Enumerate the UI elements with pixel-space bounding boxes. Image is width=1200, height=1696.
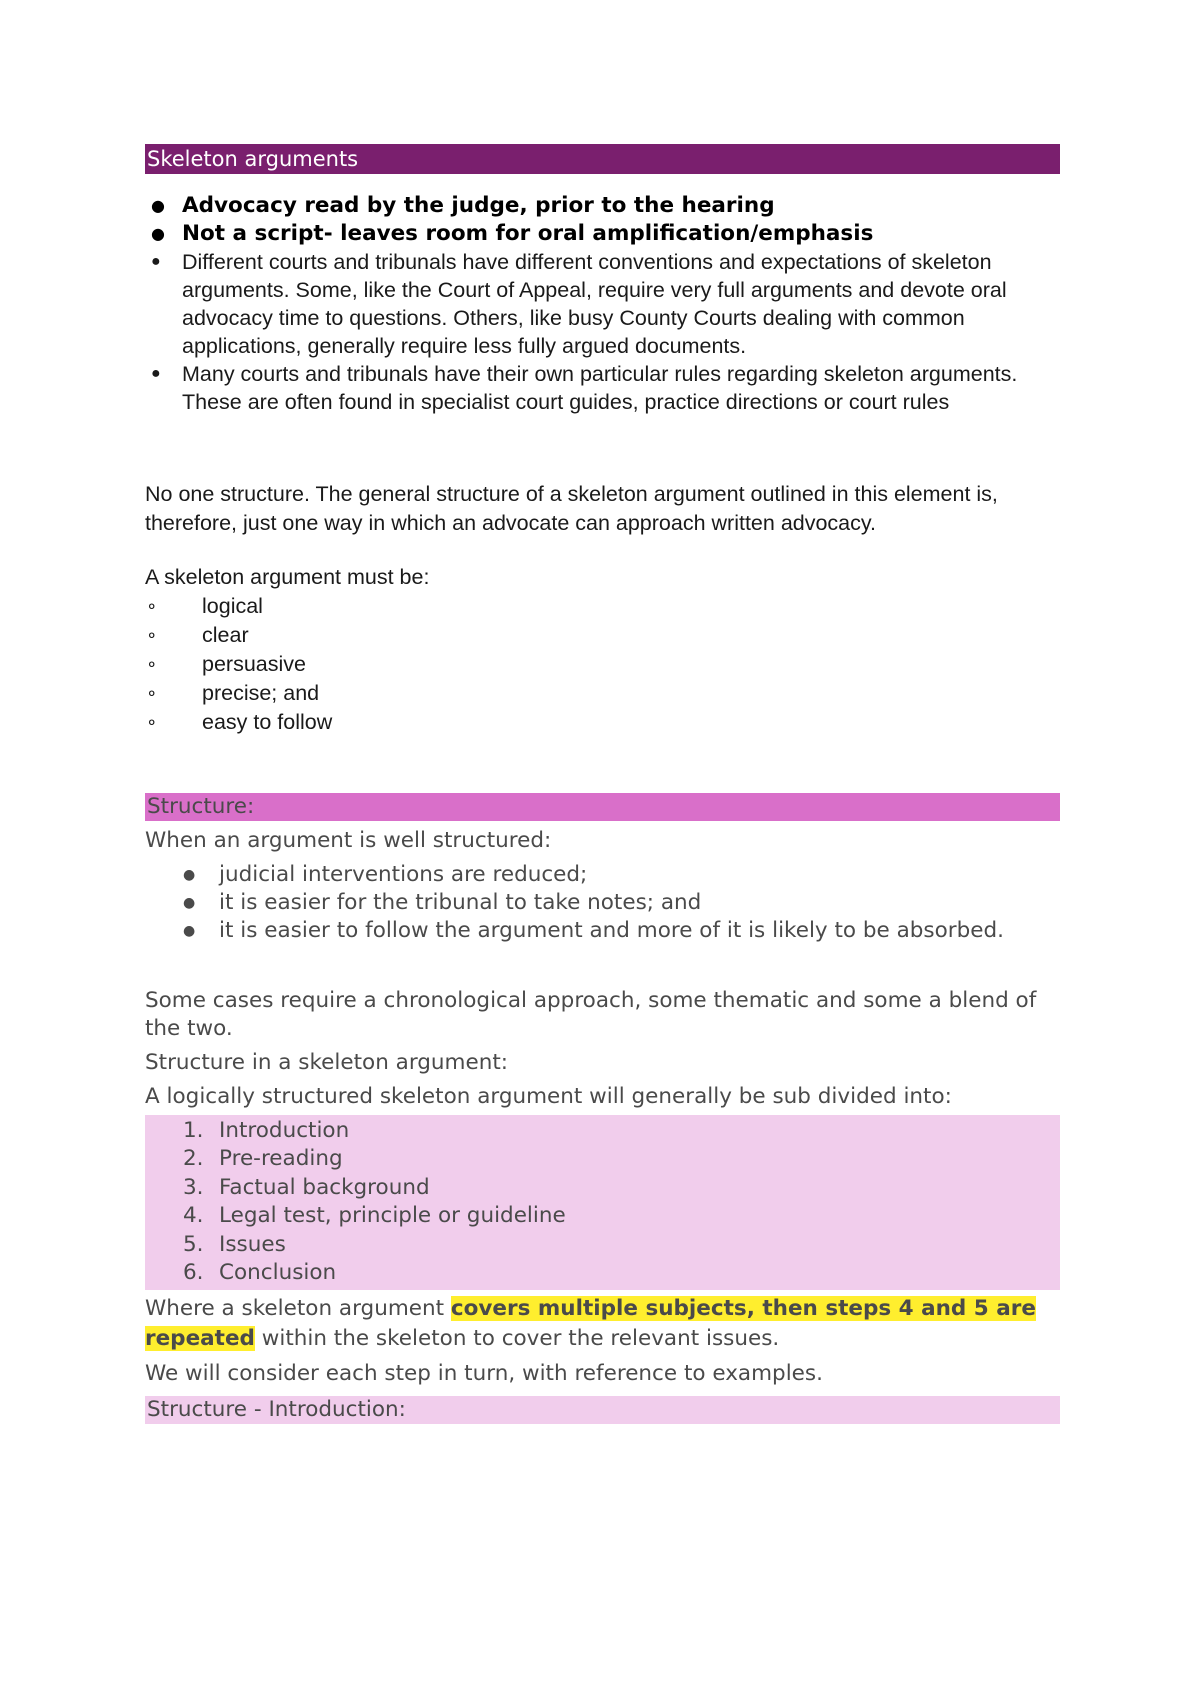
bullet-icon: ● [151,253,161,270]
key-points-list [145,192,1060,416]
list-item: ● Different courts and tribunals have different conventions and expectations of skeleton arguments. Some, like the Court of Appeal, require very full arguments and devote oral advocacy time to questions. Others, like busy County Courts dealing with common applications, generally require less fully argued documents. [151,250,1007,358]
list-item: ● judicial interventions are reduced; [183,861,588,887]
must-be-intro: A skeleton argument must be: [145,565,430,589]
well-structured-intro: When an argument is well structured: [145,827,552,853]
circle-bullet-icon: ⚬ [145,656,159,674]
list-item: 1. Introduction [183,1117,350,1143]
section-heading-structure-introduction: Structure - Introduction: [145,1396,1060,1424]
circle-bullet-icon: ⚬ [145,627,159,645]
bullet-icon: ● [183,894,196,911]
list-item: ⚬ clear [145,621,1060,650]
circle-bullet-icon: ⚬ [145,598,159,616]
list-item: 5. Issues [183,1231,286,1257]
list-item: 3. Factual background [183,1174,430,1200]
list-item: 4. Legal test, principle or guideline [183,1203,566,1228]
document-page [145,144,1060,1424]
consider-paragraph: We will consider each step in turn, with reference to examples. [145,1360,823,1386]
list-item: ⚬ precise; and [145,679,1060,708]
circle-bullet-icon: ⚬ [145,685,159,703]
list-item: 6. Conclusion [183,1260,337,1285]
approach-paragraph: Some cases require a chronological approach, some thematic and some a blend of the two. [145,987,1037,1041]
section-heading-skeleton-arguments: Skeleton arguments [145,144,1060,174]
bullet-icon: ● [151,196,165,215]
structure-steps-list [145,1115,1060,1290]
list-item: 2. Pre-reading [183,1146,343,1171]
bullet-icon: ● [151,365,161,382]
highlighted-text: covers multiple subjects, then steps 4 and 5 are repeated [145,1295,1036,1351]
must-be-list [145,592,1060,737]
well-structured-list [145,861,1060,945]
list-item: ⚬ logical [145,592,1060,621]
sub-divided-paragraph: A logically structured skeleton argument will generally be sub divided into: [145,1083,952,1109]
list-item: ⚬ easy to follow [145,708,1060,737]
bullet-icon: ● [183,866,196,883]
circle-bullet-icon: ⚬ [145,714,159,732]
bullet-icon: ● [183,922,196,939]
multiple-subjects-paragraph: Where a skeleton argument covers multiple subjects, then steps 4 and 5 are repeated within the skeleton to cover the relevant issues. [145,1295,1036,1351]
list-item: ● Not a script- leaves room for oral amplification/emphasis [151,221,874,246]
list-item: ● it is easier to follow the argument and more of it is likely to be absorbed. [183,917,1004,943]
section-heading-structure: Structure: [145,793,1060,821]
list-item: ● it is easier for the tribunal to take notes; and [183,889,702,915]
list-item: ⚬ persuasive [145,650,1060,679]
bullet-icon: ● [151,224,165,243]
list-item: ● Advocacy read by the judge, prior to the hearing [151,193,775,218]
list-item: ● Many courts and tribunals have their own particular rules regarding skeleton arguments. These are often found in specialist court guides, practice directions or court rules [151,362,1018,414]
structure-in-paragraph: Structure in a skeleton argument: [145,1049,509,1075]
no-one-structure-paragraph: No one structure. The general structure of a skeleton argument outlined in this element is, therefore, just one way in which an advocate can approach written advocacy. [145,482,998,535]
